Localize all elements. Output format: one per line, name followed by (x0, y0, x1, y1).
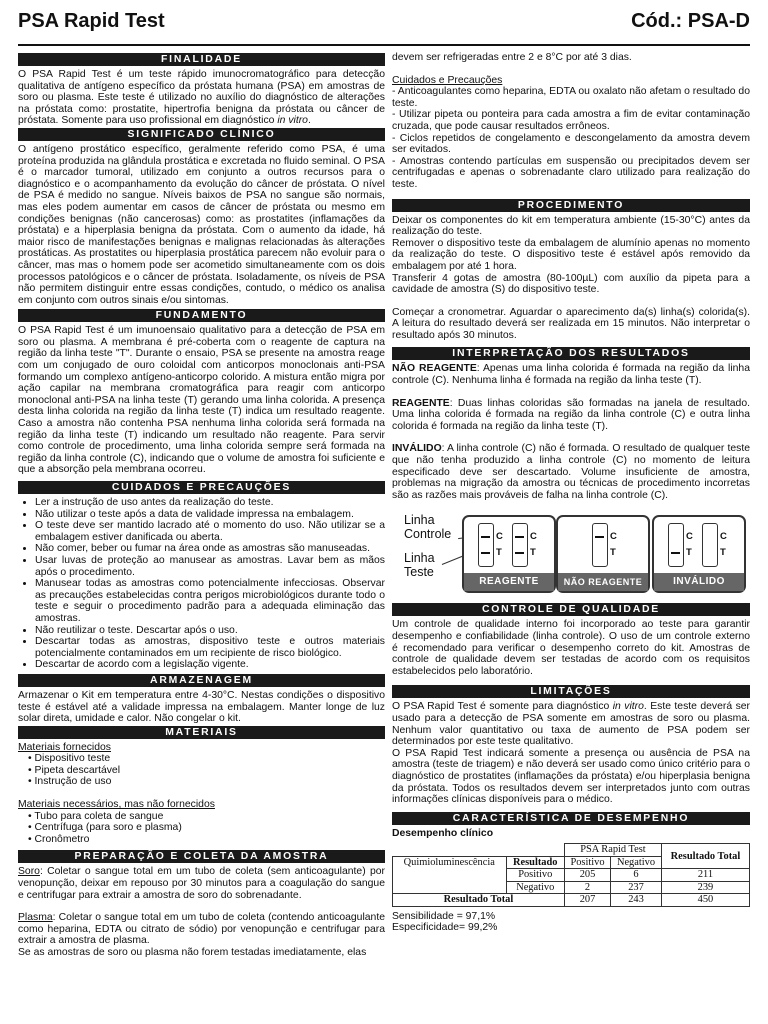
product-code: Cód.: PSA-D (631, 10, 750, 32)
list-item: - Amostras contendo partículas em suspensão ou precipitados devem ser centrifugadas e apenas o sobrenadante claro utilizado para realização do teste. (392, 155, 750, 190)
list-item: - Anticoagulantes como heparina, EDTA ou oxalato não afetam o resultado do teste. (392, 86, 750, 109)
procedimento-p4: Começar a cronometrar. Aguardar o aparecimento da(s) linha(s) colorida(s). A leitura do resultado deverá ser realizada em 15 minutos. Não interpretar o resultado após 30 minutos. (392, 306, 750, 341)
nao-reagente-text: NÃO REAGENTE: Apenas uma linha colorida é formada na região da linha controle (C). Nenhuma linha é formada na região da linha teste (T). (392, 363, 750, 387)
invalido-label: INVÁLIDO (654, 573, 744, 591)
table-cell: Quimioluminescência (393, 856, 507, 894)
section-finalidade-title: FINALIDADE (18, 53, 385, 66)
section-desempenho-title: CARACTERÍSTICA DE DESEMPENHO (392, 812, 750, 825)
list-item: - Ciclos repetidos de congelamento e descongelamento da amostra devem ser evitados. (392, 132, 750, 156)
table-cell: Negativo (506, 881, 564, 894)
table-cell: 205 (564, 869, 610, 882)
list-item: • Instrução de uso (28, 776, 385, 788)
storage-text: Se as amostras de soro ou plasma não forem testadas imediatamente, elas (18, 947, 367, 958)
t-label: T (610, 547, 616, 559)
table-cell: 243 (611, 894, 662, 907)
performance-table (392, 843, 750, 907)
materiais-necessarios-title: Materiais necessários, mas não fornecidos (18, 799, 215, 811)
list-item: • Manusear todas as amostras como potencialmente infecciosas. Observar as precauções estabelecidas contra perigos microbiológicos durante todo o teste e seguir o procedimento padrão para a adequada eliminação das amostras. (35, 578, 385, 624)
c-label: C (496, 531, 503, 543)
table-cell: 2 (564, 881, 610, 894)
cuidados-list (18, 497, 385, 671)
materiais-fornecidos-list (18, 753, 385, 788)
list-item: • Pipeta descartável (28, 765, 385, 777)
page-header (18, 8, 750, 46)
materiais-fornecidos-title: Materiais fornecidos (18, 741, 111, 753)
test-strip (478, 523, 494, 567)
list-item: • Centrífuga (para soro e plasma) (28, 822, 385, 834)
table-header: Positivo (564, 856, 610, 869)
reagente-text: REAGENTE: Duas linhas coloridas são formadas na janela de resultado. Uma linha colorida é formada na região da linha controle (C) e outra linha colorida é formada na região da linha teste (T). (392, 397, 750, 432)
c-label: C (686, 531, 693, 543)
section-fundamento-title: FUNDAMENTO (18, 309, 385, 322)
list-item: - Utilizar pipeta ou ponteira para cada amostra a fim de evitar contaminação cruzada, que pode causar resultados errôneos. (392, 109, 750, 132)
list-item: • Usar luvas de proteção ao manusear as amostras. Lavar bem as mãos após o procedimento. (35, 555, 385, 578)
table-header: Resultado Total (661, 844, 749, 869)
control-line (515, 536, 524, 538)
section-significado-title: SIGNIFICADO CLÍNICO (18, 128, 385, 141)
t-label: T (686, 547, 692, 559)
list-item: • O teste deve ser mantido lacrado até o momento do uso. Não utilizar se a embalagem estiver danificada ou aberta. (35, 520, 385, 543)
limitacoes-p2: O PSA Rapid Test indicará somente a presença ou ausência de PSA na amostra (teste de triagem) e não deverá ser usado como único critério para o diagnóstico de prostatites (inflamações da próstata) e/ou hiperplasia benigna da próstata. Todos os resultados devem ser interpretados junto com outras informações clínicas disponíveis para o médico. (392, 747, 750, 806)
t-label: T (496, 547, 502, 559)
plasma-text: Plasma: Coletar o sangue total em um tubo de coleta (contendo anticoagulante como heparina, EDTA ou citrato de sódio) por venopunção e centrifugar para extrair a amostra de plasma. (18, 912, 385, 947)
procedimento-p3: Transferir 4 gotas de amostra (80-100µL) com auxílio da pipeta para a cavidade de amostra (S) do dispositivo teste. (392, 272, 750, 296)
control-line (595, 536, 604, 538)
c-label: C (720, 531, 727, 543)
controle-text: Um controle de qualidade interno foi incorporado ao teste para garantir desempenho e confiabilidade (linha controle). O uso de um controle externo é recomendado para verificar o desempenho correto do kit. Amostras de controle de qualidade devem ser testadas de acordo com os requisitos estabelecidos pelo laboratório. (392, 619, 750, 677)
right-column (392, 52, 750, 934)
control-line (481, 536, 490, 538)
table-cell: 207 (564, 894, 610, 907)
results-figure (392, 509, 750, 597)
table-cell: 450 (661, 894, 749, 907)
list-item: • Ler a instrução de uso antes da realização do teste. (35, 497, 385, 509)
section-armazenagem-title: ARMAZENAGEM (18, 674, 385, 687)
table-row (393, 844, 750, 857)
section-preparacao-title: PREPARAÇÃO E COLETA DA AMOSTRA (18, 850, 385, 863)
nao-reagente-label: NÃO REAGENTE (558, 573, 648, 591)
table-cell: 237 (611, 881, 662, 894)
desempenho-subtitle: Desempenho clínico (392, 827, 494, 839)
table-row (393, 894, 750, 907)
limitacoes-p1: O PSA Rapid Test é somente para diagnóstico in vitro. Este teste deverá ser usado para a detecção de PSA somente em amostras de soro ou plasma. Nenhum valor quantitativo ou taxa de aumento de PSA podem ser determinados por este teste qualitativo. (392, 701, 751, 748)
linha-teste-label: Linha Teste (404, 551, 435, 580)
list-item: • Não utilizar o teste após a data de validade impressa na embalagem. (35, 509, 385, 521)
device-reagente (462, 515, 556, 593)
table-cell: 211 (661, 869, 749, 882)
device-invalido (652, 515, 746, 593)
test-line (481, 552, 490, 554)
c-label: C (530, 531, 537, 543)
list-item: • Descartar de acordo com a legislação vigente. (35, 659, 385, 671)
table-header: Resultado (506, 856, 564, 869)
procedimento-p1: Deixar os componentes do kit em temperatura ambiente (15-30°C) antes da realização do teste. (392, 214, 750, 238)
table-header: Negativo (611, 856, 662, 869)
list-item: • Não reutilizar o teste. Descartar após o uso. (35, 625, 385, 637)
section-interpretacao-title: INTERPRETAÇÃO DOS RESULTADOS (392, 347, 750, 360)
finalidade-text: O PSA Rapid Test é um teste rápido imunocromatográfico para detecção qualitativa de antígeno específico da próstata humana (PSA) em amostras de soro ou plasma. Este teste é utilizado no auxílio do diagnóstico de alterações na próstata como: prostatite, hipertrofia benigna da próstata ou câncer de próstata. Somente para uso profissional em diagnóstico in vitro. (18, 69, 385, 127)
section-controle-title: CONTROLE DE QUALIDADE (392, 603, 750, 616)
section-cuidados-title: CUIDADOS E PRECAUÇÕES (18, 481, 385, 494)
table-cell: 239 (661, 881, 749, 894)
invalido-text: INVÁLIDO: A linha controle (C) não é formada. O resultado de qualquer teste que não tenha produzido a linha controle (C) no momento de leitura especificado deve ser descartado. Volume insuficiente de amostra, problemas na migração da amostra ou técnicas de procedimento incorretas são as razões mais prováveis de falha na linha controle (C). (392, 443, 750, 501)
section-procedimento-title: PROCEDIMENTO (392, 199, 750, 212)
c-label: C (610, 531, 617, 543)
linha-controle-label: Linha Controle (404, 513, 452, 542)
especificidade-text: Especificidade= 99,2% (392, 922, 498, 934)
table-header: PSA Rapid Test (564, 844, 661, 857)
table-cell: Positivo (506, 869, 564, 882)
significado-text: O antígeno prostático específico, geralmente referido como PSA, é uma proteína produzida na glândula prostática e excretada no fluido seminal. O PSA é o marcador tumoral, utilizado em conjunto a outros recursos para o diagnóstico e o acompanhamento da evolução do câncer de próstata. O nível de PSA é medido no sangue. Níveis baixos de PSA no sangue são normais, mas eles podem aumentar em casos de câncer de próstata ou mesmo em condições benignas (não cancerosas) como: as prostatites (inflamações da próstata) e a hiperplasia benigna da próstata. Com o aumento da idade, há maior risco de manifestações benignas e malignas relacionadas às alterações prostáticas. As prostatites ou hiperplasia prostática parecem não evoluir para o câncer, mas mas o homem pode ser acometido simultaneamente com os dois processos patológicos e o câncer de próstata. Isoladamente, os níveis de PSA não permitem distinguir entre essas condições, contudo, o médico os analisa em conjunto com outros sinais e/ou sintomas. (18, 143, 385, 306)
armazenagem-text: Armazenar o Kit em temperatura entre 4-30°C. Nestas condições o dispositivo teste é estável até a validade impressa na embalagem. Manter longe de luz solar direta, umidade e calor. Não congelar o kit. (18, 689, 385, 725)
fundamento-text: O PSA Rapid Test é um imunoensaio qualitativo para a detecção de PSA em soro ou plasma. A membrana é pré-coberta com o reagente de captura na região da linha teste "T". Durante o ensaio, PSA se presente na amostra reage com um conjugado de ouro coloidal com anticorpos monoclonais anti-PSA formando um complexo antígeno-anticorpo colorido. A mistura então migra por ação capilar na membrana cromatográfica para reagir com anticorpo monoclonal anti-PSA na linha teste (T) gerando uma linha colorida. A presença desta linha colorida na região da linha teste (T) indica um resultado reagente. Caso a amostra não contenha PSA nenhuma linha colorida será formada na região da linha teste (T) indicando um resultado não reagente. Para servir como controle de procedimento, uma linha colorida sempre será formada na região da linha controle (C), indicando que o volume de amostra foi suficiente e que a absorção pela membrana ocorreu. (18, 325, 385, 476)
amostra-cuidados-title: Cuidados e Precauções (392, 74, 503, 86)
list-item: • Não comer, beber ou fumar na área onde as amostras são manuseadas. (35, 543, 385, 555)
reagente-label: REAGENTE (464, 573, 554, 591)
sensibilidade-text: Sensibilidade = 97,1% (392, 910, 496, 922)
t-label: T (530, 547, 536, 559)
list-item: • Cronômetro (28, 834, 385, 846)
list-item: • Dispositivo teste (28, 753, 385, 765)
storage-continued-text: devem ser refrigeradas entre 2 e 8°C por até 3 dias. (392, 52, 632, 63)
test-strip (702, 523, 718, 567)
test-line (515, 552, 524, 554)
device-nao-reagente (556, 515, 650, 593)
test-strip (592, 523, 608, 567)
section-materiais-title: MATERIAIS (18, 726, 385, 739)
t-label: T (720, 547, 726, 559)
test-line (671, 552, 680, 554)
list-item: • Tubo para coleta de sangue (28, 811, 385, 823)
table-cell: Resultado Total (393, 894, 565, 907)
document-title: PSA Rapid Test (18, 10, 165, 32)
test-strip (512, 523, 528, 567)
procedimento-p2: Remover o dispositivo teste da embalagem de alumínio apenas no momento da realização do teste. O dispositivo teste é estável após removido da embalagem por até 1 hora. (392, 237, 750, 272)
left-column (18, 52, 385, 959)
table-cell: 6 (611, 869, 662, 882)
list-item: • Descartar todas as amostras, dispositivo teste e outros materiais potencialmente contaminados em um recipiente de risco biológico. (35, 636, 385, 659)
section-limitacoes-title: LIMITAÇÕES (392, 685, 750, 698)
materiais-necessarios-list (18, 811, 385, 846)
soro-text: Soro: Coletar o sangue total em um tubo de coleta (sem anticoagulante) por venopunção, deixar em repouso por 30 minutos para a coagulação do sangue e centrifugar para extrair a amostra de soro do sobrenadante. (18, 866, 385, 901)
test-strip (668, 523, 684, 567)
